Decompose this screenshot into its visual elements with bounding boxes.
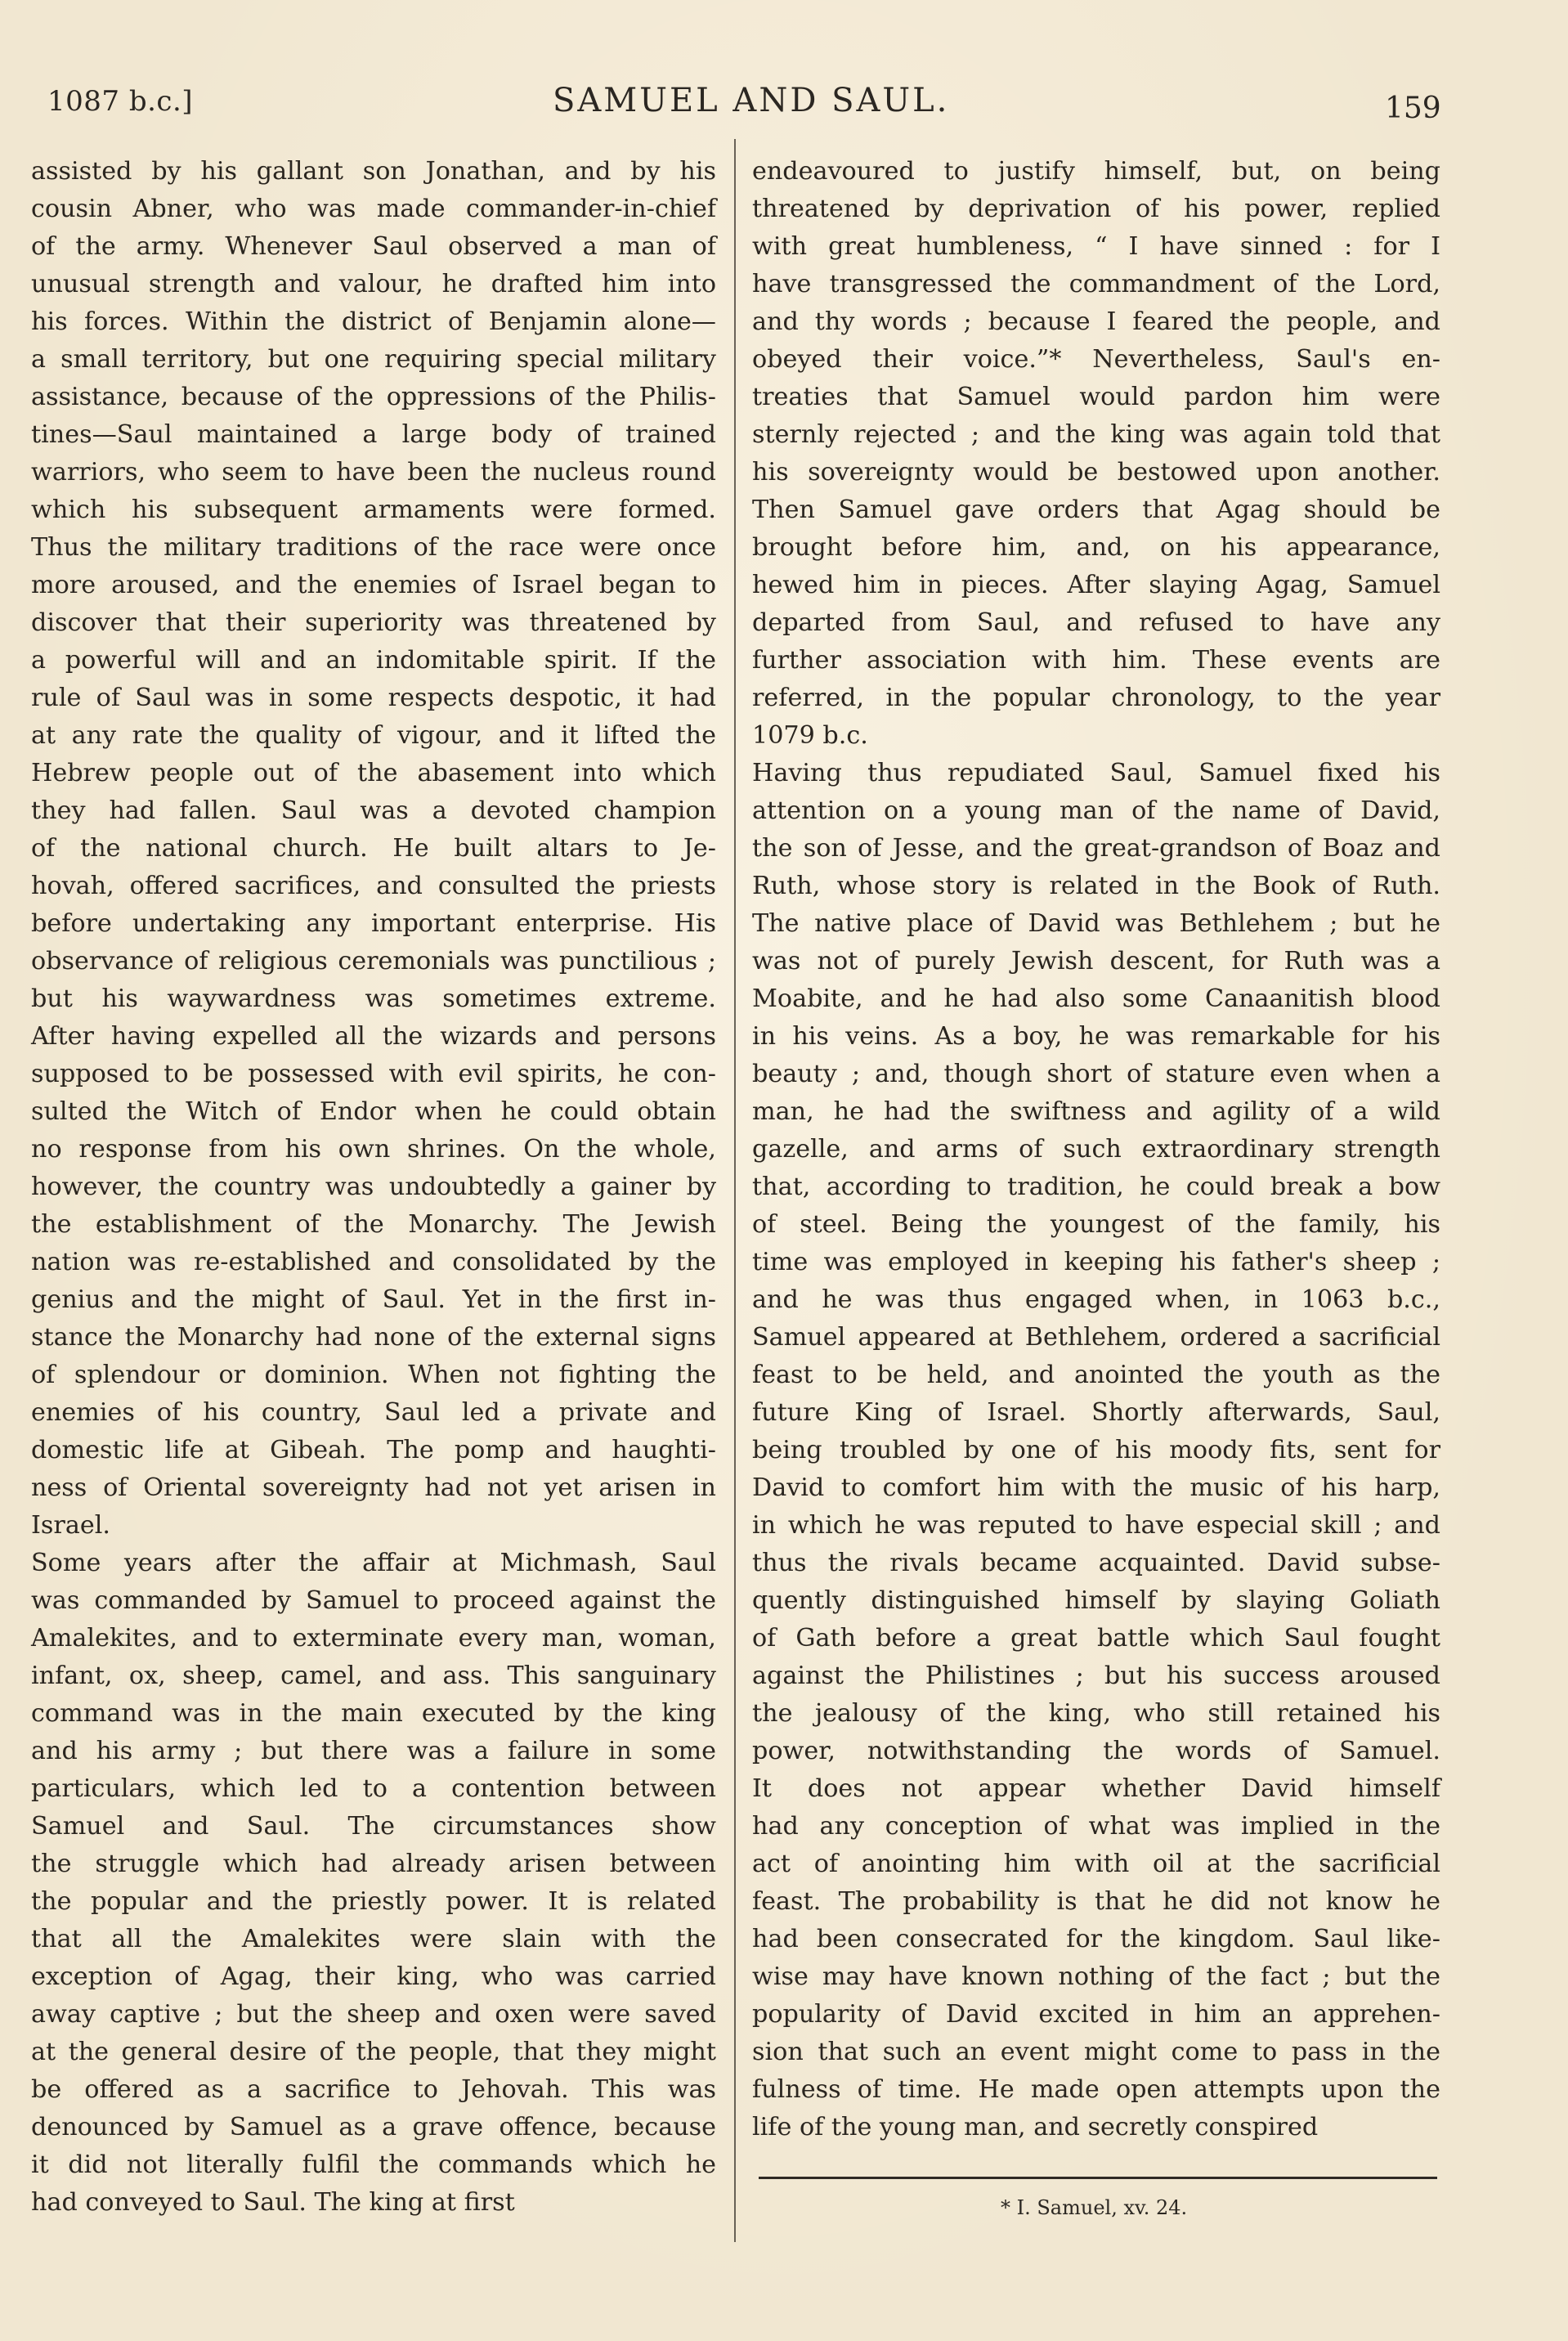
text-line: the son of Jesse, and the great-grandson of Boaz and: [752, 834, 1440, 863]
text-line: 1079 b.c.: [752, 721, 868, 750]
text-line: obeyed their voice.”* Nevertheless, Saul's en-: [752, 345, 1440, 374]
text-line: Thus the military traditions of the race were once: [31, 533, 716, 562]
text-line: sulted the Witch of Endor when he could obtain: [31, 1097, 716, 1126]
text-line: threatened by deprivation of his power, replied: [752, 195, 1440, 223]
text-line: feast to be held, and anointed the youth as the: [752, 1361, 1440, 1389]
text-line: wise may have known nothing of the fact ; but the: [752, 1962, 1440, 1991]
text-line: was commanded by Samuel to proceed against the: [31, 1586, 716, 1615]
text-line: the popular and the priestly power. It is related: [31, 1887, 716, 1916]
page-number: 159: [1385, 92, 1441, 125]
text-line: discover that their superiority was threatened by: [31, 608, 716, 637]
text-line: Amalekites, and to exterminate every man, woman,: [31, 1624, 716, 1653]
text-line: further association with him. These events are: [752, 646, 1440, 675]
text-line: but his waywardness was sometimes extreme.: [31, 984, 716, 1013]
text-line: Samuel appeared at Bethlehem, ordered a sacrificial: [752, 1323, 1440, 1352]
text-line: life of the young man, and secretly conspired: [752, 2113, 1319, 2141]
text-line: sion that such an event might come to pass in the: [752, 2038, 1440, 2066]
text-line: exception of Agag, their king, who was carried: [31, 1962, 716, 1991]
running-header: [47, 78, 1441, 136]
text-line: endeavoured to justify himself, but, on being: [752, 157, 1440, 186]
text-line: stance the Monarchy had none of the external signs: [31, 1323, 716, 1352]
text-line: at the general desire of the people, that they might: [31, 2038, 716, 2066]
text-line: the jealousy of the king, who still retained his: [752, 1699, 1440, 1728]
text-line: that, according to tradition, he could break a bow: [752, 1173, 1440, 1201]
text-line: that all the Amalekites were slain with the: [31, 1925, 716, 1953]
text-line: genius and the might of Saul. Yet in the first in-: [31, 1285, 716, 1314]
text-line: however, the country was undoubtedly a gainer by: [31, 1173, 716, 1201]
text-line: quently distinguished himself by slaying Goliath: [752, 1586, 1440, 1615]
text-line: was not of purely Jewish descent, for Ruth was a: [752, 947, 1440, 975]
text-line: command was in the main executed by the king: [31, 1699, 716, 1728]
text-line: referred, in the popular chronology, to the year: [752, 684, 1440, 712]
column-divider: [734, 139, 736, 2242]
text-line: future King of Israel. Shortly afterwards, Saul,: [752, 1398, 1440, 1427]
text-line: the struggle which had already arisen between: [31, 1850, 716, 1878]
text-line: unusual strength and valour, he drafted him into: [31, 270, 716, 298]
text-line: Israel.: [31, 1511, 110, 1540]
text-line: Ruth, whose story is related in the Book of Ruth.: [752, 872, 1440, 900]
text-line: a powerful will and an indomitable spirit. If the: [31, 646, 716, 675]
text-line: Samuel and Saul. The circumstances show: [31, 1812, 716, 1841]
text-line: had any conception of what was implied in the: [752, 1812, 1440, 1841]
text-line: Having thus repudiated Saul, Samuel fixed his: [752, 759, 1440, 787]
text-line: nation was re-established and consolidated by the: [31, 1248, 716, 1276]
text-line: After having expelled all the wizards and persons: [31, 1022, 716, 1051]
text-line: in which he was reputed to have especial skill ; and: [752, 1511, 1440, 1540]
text-line: thus the rivals became acquainted. David subse-: [752, 1549, 1440, 1577]
text-line: feast. The probability is that he did not know he: [752, 1887, 1440, 1916]
text-line: sternly rejected ; and the king was again told that: [752, 420, 1440, 449]
text-line: no response from his own shrines. On the whole,: [31, 1135, 716, 1164]
text-line: fulness of time. He made open attempts upon the: [752, 2075, 1440, 2104]
text-line: act of anointing him with oil at the sacrificial: [752, 1850, 1440, 1878]
text-line: David to comfort him with the music of his harp,: [752, 1473, 1440, 1502]
text-line: had conveyed to Saul. The king at first: [31, 2188, 515, 2217]
text-line: of splendour or dominion. When not fighting the: [31, 1361, 716, 1389]
text-line: rule of Saul was in some respects despotic, it had: [31, 684, 716, 712]
text-line: observance of religious ceremonials was punctilious ;: [31, 947, 716, 975]
text-line: hewed him in pieces. After slaying Agag, Samuel: [752, 571, 1440, 599]
text-line: of Gath before a great battle which Saul fought: [752, 1624, 1440, 1653]
text-line: which his subsequent armaments were formed.: [31, 496, 716, 524]
text-line: being troubled by one of his moody fits, sent for: [752, 1436, 1440, 1464]
text-line: particulars, which led to a contention between: [31, 1774, 716, 1803]
text-line: away captive ; but the sheep and oxen were saved: [31, 2000, 716, 2029]
text-line: popularity of David excited in him an apprehen-: [752, 2000, 1440, 2029]
text-line: it did not literally fulfil the commands which he: [31, 2150, 716, 2179]
text-line: cousin Abner, who was made commander-in-chief: [31, 195, 716, 223]
text-line: supposed to be possessed with evil spirits, he con-: [31, 1060, 716, 1088]
footnote: * I. Samuel, xv. 24.: [1001, 2196, 1188, 2219]
text-line: at any rate the quality of vigour, and it lifted the: [31, 721, 716, 750]
text-line: It does not appear whether David himself: [752, 1774, 1440, 1803]
text-line: more aroused, and the enemies of Israel began to: [31, 571, 716, 599]
text-line: time was employed in keeping his father's sheep ;: [752, 1248, 1440, 1276]
text-line: attention on a young man of the name of David,: [752, 796, 1440, 825]
text-line: gazelle, and arms of such extraordinary strength: [752, 1135, 1440, 1164]
text-line: Hebrew people out of the abasement into which: [31, 759, 716, 787]
text-line: ness of Oriental sovereignty had not yet arisen in: [31, 1473, 716, 1502]
text-line: assistance, because of the oppressions of the Philis-: [31, 383, 716, 411]
text-line: before undertaking any important enterprise. His: [31, 909, 716, 938]
text-line: in his veins. As a boy, he was remarkable for his: [752, 1022, 1440, 1051]
text-line: power, notwithstanding the words of Samuel.: [752, 1737, 1440, 1765]
right-column: [752, 153, 1440, 2146]
text-line: Some years after the affair at Michmash, Saul: [31, 1549, 716, 1577]
footnote-rule: [759, 2177, 1437, 2179]
text-line: had been consecrated for the kingdom. Saul like-: [752, 1925, 1440, 1953]
text-line: of the national church. He built altars to Je-: [31, 834, 716, 863]
text-line: assisted by his gallant son Jonathan, and by his: [31, 157, 716, 186]
text-line: be offered as a sacrifice to Jehovah. This was: [31, 2075, 716, 2104]
text-line: with great humbleness, “ I have sinned : for I: [752, 232, 1440, 261]
text-line: a small territory, but one requiring special military: [31, 345, 716, 374]
text-line: domestic life at Gibeah. The pomp and haughti-: [31, 1436, 716, 1464]
header-date: 1087 b.c.]: [47, 85, 194, 118]
text-line: have transgressed the commandment of the Lord,: [752, 270, 1440, 298]
text-line: warriors, who seem to have been the nucleus round: [31, 458, 716, 487]
text-line: of the army. Whenever Saul observed a man of: [31, 232, 716, 261]
text-line: his sovereignty would be bestowed upon another.: [752, 458, 1440, 487]
page-title: SAMUEL AND SAUL.: [553, 82, 950, 119]
text-line: and his army ; but there was a failure in some: [31, 1737, 716, 1765]
text-line: hovah, offered sacrifices, and consulted the priests: [31, 872, 716, 900]
text-line: of steel. Being the youngest of the family, his: [752, 1210, 1440, 1239]
text-line: and thy words ; because I feared the people, and: [752, 307, 1440, 336]
text-line: the establishment of the Monarchy. The Jewish: [31, 1210, 716, 1239]
text-line: Moabite, and he had also some Canaanitish blood: [752, 984, 1440, 1013]
text-line: tines—Saul maintained a large body of trained: [31, 420, 716, 449]
text-line: departed from Saul, and refused to have any: [752, 608, 1440, 637]
text-line: and he was thus engaged when, in 1063 b.c.,: [752, 1285, 1440, 1314]
text-line: infant, ox, sheep, camel, and ass. This sanguinary: [31, 1662, 716, 1690]
text-line: Then Samuel gave orders that Agag should be: [752, 496, 1440, 524]
text-line: enemies of his country, Saul led a private and: [31, 1398, 716, 1427]
text-line: against the Philistines ; but his success aroused: [752, 1662, 1440, 1690]
text-line: brought before him, and, on his appearance,: [752, 533, 1440, 562]
text-line: beauty ; and, though short of stature even when a: [752, 1060, 1440, 1088]
text-line: denounced by Samuel as a grave offence, because: [31, 2113, 716, 2141]
text-line: man, he had the swiftness and agility of a wild: [752, 1097, 1440, 1126]
left-column: [31, 153, 716, 2222]
text-line: his forces. Within the district of Benjamin alone—: [31, 307, 716, 336]
text-line: they had fallen. Saul was a devoted champion: [31, 796, 716, 825]
text-line: The native place of David was Bethlehem ; but he: [752, 909, 1440, 938]
text-line: treaties that Samuel would pardon him were: [752, 383, 1440, 411]
